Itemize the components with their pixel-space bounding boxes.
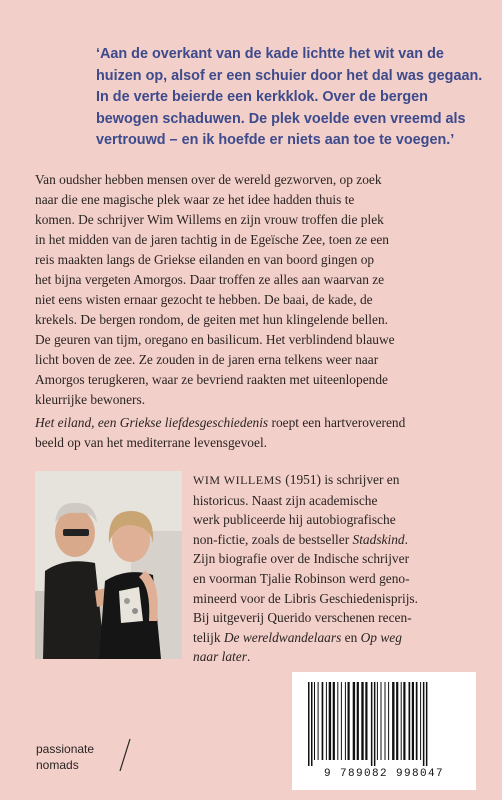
- bio-line: Zijn biografie over de Indische schrijver: [193, 551, 410, 567]
- barcode-bar: [326, 682, 327, 760]
- blurb-line: Amorgos terugkeren, waar ze bevriend raakten met uiteenlopende: [35, 372, 388, 387]
- bio-text: (1951) is schrijver en: [281, 472, 400, 487]
- author-photo: [35, 471, 182, 659]
- barcode-bar: [329, 682, 331, 760]
- barcode-bar: [308, 682, 310, 766]
- author-bio: [193, 470, 483, 667]
- bio-line: [193, 470, 483, 491]
- tagline-line: beeld op van het mediterrane levensgevoel.: [35, 435, 268, 450]
- blurb-line: komen. De schrijver Wim Willems en zijn vrouw troffen die plek: [35, 212, 384, 227]
- barcode-bar: [341, 682, 342, 760]
- blurb-line: licht boven de zee. Ze zouden in de jaren erna telkens weer naar: [35, 352, 379, 367]
- tagline-text: roept een hartveroverend: [268, 415, 406, 430]
- barcode-bar: [314, 682, 315, 760]
- book-title: Het eiland, een Griekse liefdesgeschiedenis: [35, 415, 269, 430]
- barcode-bar: [423, 682, 425, 766]
- barcode-bar: [392, 682, 394, 760]
- barcode-bar: [401, 682, 402, 760]
- publisher-name-line: nomads: [36, 758, 79, 772]
- barcode-bar: [426, 682, 428, 766]
- blurb-line: Van oudsher hebben mensen over de wereld gezworven, op zoek: [35, 172, 382, 187]
- barcode-bar: [371, 682, 373, 766]
- bio-line: mineerd voor de Libris Geschiedenisprijs.: [193, 590, 418, 606]
- blurb-line: De geuren van tijm, oregano en basilicum. Het verblindend blauwe: [35, 332, 395, 347]
- barcode-bar: [388, 682, 389, 760]
- bio-line: [193, 628, 483, 648]
- barcode-bar: [311, 682, 313, 766]
- barcode-bar: [385, 682, 386, 760]
- barcode-bar: [420, 682, 421, 760]
- barcode-bar: [361, 682, 363, 760]
- barcode-bars: [292, 672, 476, 768]
- bio-line: historicus. Naast zijn academische: [193, 492, 378, 508]
- book-title: Stadskind: [352, 531, 405, 547]
- barcode-bar: [322, 682, 324, 760]
- barcode-bar: [348, 682, 350, 760]
- bio-line: [193, 530, 483, 550]
- quote-line: In de verte beierde een kerkklok. Over de bergen: [96, 89, 428, 106]
- barcode-bar: [409, 682, 411, 760]
- pull-quote: [96, 44, 483, 152]
- blurb-line: naar die ene magische plek waar ze het idee hadden thuis te: [35, 192, 355, 207]
- blurb-line: kleurrijke bewoners.: [35, 392, 146, 407]
- bio-text: .: [404, 531, 408, 547]
- book-title: Op weg: [360, 629, 402, 645]
- isbn-barcode: [292, 672, 476, 790]
- blurb-line: krekels. De bergen rondom, de geiten met hun klingelende bellen.: [35, 312, 389, 327]
- author-photo-illustration: [35, 471, 182, 659]
- barcode-bar: [412, 682, 414, 760]
- blurb-line: reis maakten langs de Griekse eilanden en van boord gingen op: [35, 252, 375, 267]
- barcode-bar: [377, 682, 378, 760]
- bio-text: .: [246, 649, 251, 665]
- barcode-bar: [416, 682, 418, 760]
- bio-line: [193, 647, 483, 667]
- quote-line: huizen op, alsof er een schuier door het dal was gegaan.: [96, 67, 483, 84]
- tagline-line: [35, 413, 475, 433]
- bio-line: en voorman Tjalie Robinson werd geno-: [193, 570, 410, 586]
- book-title: naar later: [193, 649, 247, 665]
- barcode-bar: [357, 682, 359, 760]
- publisher-slash-icon: [118, 737, 132, 773]
- barcode-bar: [381, 682, 382, 760]
- book-title: De wereldwandelaars: [223, 629, 342, 645]
- bio-line: werk publiceerde hij autobiografische: [193, 512, 396, 528]
- barcode-bar: [396, 682, 398, 760]
- blurb-line: in het midden van de jaren tachtig in de Egeïsche Zee, toen ze een: [35, 232, 389, 247]
- bio-text: en: [341, 629, 361, 645]
- tagline-paragraph: [35, 413, 475, 453]
- quote-line: ‘Aan de overkant van de kade lichtte het wit van de: [96, 46, 444, 62]
- bio-line: Bij uitgeverij Querido verschenen recen-: [193, 610, 412, 626]
- barcode-bar: [374, 682, 376, 766]
- quote-line: bewogen schaduwen. De plek voelde even vreemd als: [96, 110, 466, 127]
- barcode-bar: [353, 682, 355, 760]
- bio-text: telijk: [193, 629, 224, 645]
- bio-text: non-fictie, zoals de bestseller: [193, 531, 353, 547]
- publisher-logo: [36, 741, 94, 773]
- author-name: WIM WILLEMS: [193, 473, 282, 487]
- isbn-digits: 9 789082 998047: [323, 768, 445, 780]
- barcode-bar: [318, 682, 319, 760]
- publisher-name-line: passionate: [36, 742, 95, 756]
- barcode-bar: [403, 682, 405, 760]
- blurb-line: het bijna vergeten Amorgos. Daar troffen ze alles aan waarvan ze: [35, 272, 385, 287]
- barcode-bar: [365, 682, 367, 760]
- barcode-bar: [333, 682, 335, 760]
- barcode-bar: [345, 682, 346, 760]
- barcode-bar: [337, 682, 338, 760]
- quote-line: vertrouwd – en ik hoefde er niets aan toe te voegen.’: [96, 132, 455, 149]
- blurb-paragraph: [35, 170, 475, 410]
- blurb-line: niet eens wisten ernaar gezocht te hebben. De baai, de kade, de: [35, 292, 373, 307]
